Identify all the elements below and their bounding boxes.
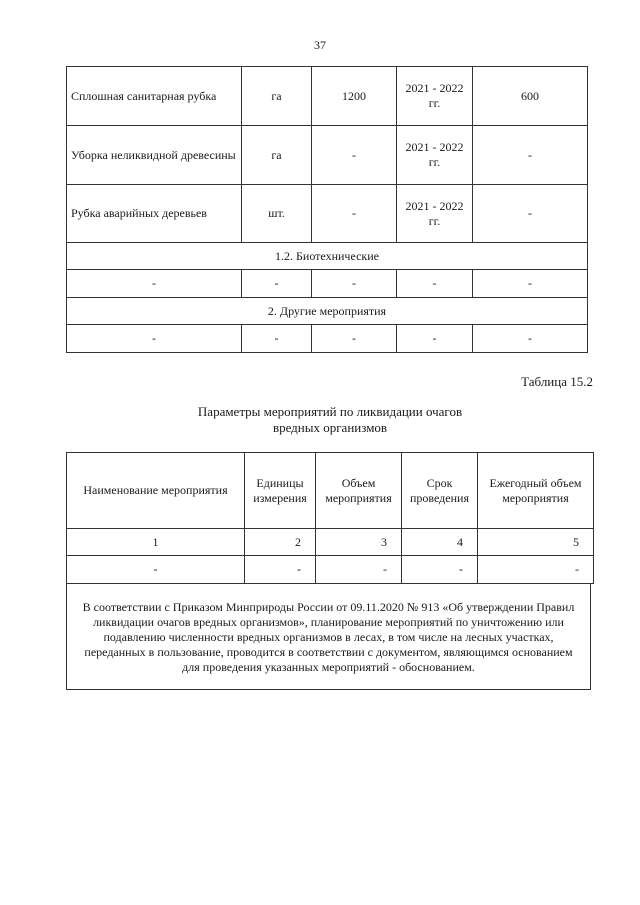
cell: -	[316, 556, 402, 584]
table-caption: Таблица 15.2	[521, 374, 593, 389]
column-number-row	[67, 529, 594, 556]
measure-volume: -	[312, 185, 397, 243]
column-header: Наименование мероприятия	[67, 453, 245, 529]
section-other: 2. Другие мероприятия	[67, 298, 588, 325]
column-header: Единицы измерения	[245, 453, 316, 529]
table-row	[67, 556, 594, 584]
section-biotech: 1.2. Биотехнические	[67, 243, 588, 270]
cell: -	[312, 325, 397, 353]
cell: -	[242, 270, 312, 298]
measure-annual: -	[473, 126, 588, 185]
page-number: 37	[314, 38, 326, 52]
cell: -	[312, 270, 397, 298]
cell: -	[397, 325, 473, 353]
cell: -	[397, 270, 473, 298]
section-row	[67, 298, 588, 325]
cell: -	[473, 270, 588, 298]
column-number: 2	[245, 529, 316, 556]
cell: -	[67, 556, 245, 584]
measure-annual: -	[473, 185, 588, 243]
measure-period: 2021 - 2022 гг.	[397, 126, 473, 185]
column-number: 3	[316, 529, 402, 556]
table-row	[67, 185, 588, 243]
table-row	[67, 325, 588, 353]
section-row	[67, 243, 588, 270]
column-number: 4	[402, 529, 478, 556]
measure-volume: 1200	[312, 67, 397, 126]
title-line: вредных организмов	[272, 420, 388, 435]
measure-name: Рубка аварийных деревьев	[67, 185, 242, 243]
cell: -	[245, 556, 316, 584]
basis-note: В соответствии с Приказом Минприроды России от 09.11.2020 № 913 «Об утверждении Правил ликвидации очагов вредных организмов», планирование мероприятий по уничтожению или подавлению численности вредных организмов в лесах, в том числе на лесных участках, переданных в пользование, проводится в соответствии с документом, являющимся основанием для проведения указанных мероприятий - обоснованием.	[66, 583, 591, 690]
measure-unit: га	[242, 67, 312, 126]
table-row	[67, 67, 588, 126]
table-row	[67, 126, 588, 185]
column-number: 1	[67, 529, 245, 556]
table-title	[0, 404, 640, 436]
table-row	[67, 270, 588, 298]
column-header: Объем мероприятия	[316, 453, 402, 529]
cell: -	[67, 270, 242, 298]
measure-volume: -	[312, 126, 397, 185]
measures-table-continued	[66, 66, 588, 353]
pest-measures-table	[66, 452, 594, 584]
cell: -	[402, 556, 478, 584]
measure-period: 2021 - 2022 гг.	[397, 185, 473, 243]
cell: -	[478, 556, 594, 584]
column-number: 5	[478, 529, 594, 556]
measure-unit: шт.	[242, 185, 312, 243]
column-header: Ежегодный объем мероприятия	[478, 453, 594, 529]
title-line: Параметры мероприятий по ликвидации очагов	[197, 404, 463, 419]
measure-unit: га	[242, 126, 312, 185]
cell: -	[67, 325, 242, 353]
measure-period: 2021 - 2022 гг.	[397, 67, 473, 126]
cell: -	[473, 325, 588, 353]
cell: -	[242, 325, 312, 353]
header-row	[67, 453, 594, 529]
measure-name: Уборка неликвидной древесины	[67, 126, 242, 185]
measure-name: Сплошная санитарная рубка	[67, 67, 242, 126]
column-header: Срок проведения	[402, 453, 478, 529]
measure-annual: 600	[473, 67, 588, 126]
